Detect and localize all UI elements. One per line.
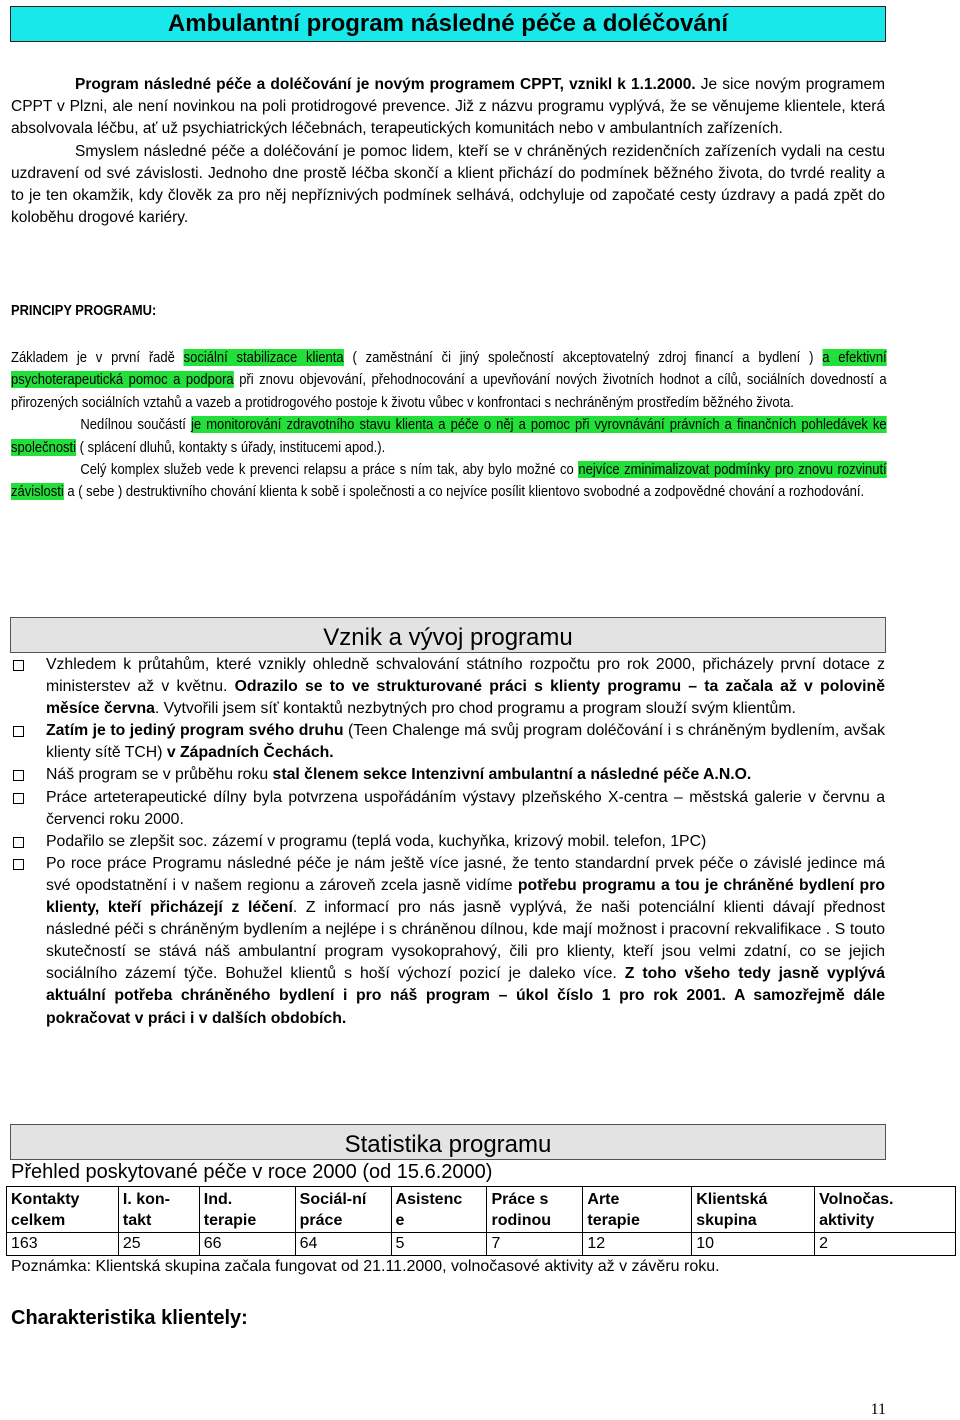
table-header-cell — [692, 1187, 815, 1233]
header-line: Asistenc — [395, 1191, 463, 1208]
text-run: Podařilo se zlepšit soc. zázemí v programu (teplá voda, kuchyňka, krizový mobil. telefon, 1PC) — [46, 832, 707, 850]
header-line: Ind. — [203, 1191, 233, 1208]
text-run: (Teen Chalenge má svůj program doléčování i s chráněným bydlením, avšak klienty sítě TCH) — [46, 722, 886, 762]
header-line: terapie — [587, 1212, 640, 1229]
principles-heading: PRINCIPY PROGRAMU: — [11, 302, 157, 319]
statistics-subheading: Přehled poskytované péče v roce 2000 (od 15.6.2000) — [11, 1161, 493, 1183]
bold-text: potřebu programu a tou je chráněné bydlení pro klienty, kteří přicházejí z léčení — [46, 876, 885, 917]
list-item — [11, 831, 885, 853]
principles-paragraph-1 — [11, 347, 887, 414]
text-run: . Vytvořili jsem síť kontaktů nezbytných pro chod programu a program slouží svým klientům. — [154, 700, 796, 718]
table-header-cell — [391, 1187, 487, 1233]
list-item — [11, 764, 885, 786]
checkbox-bullet-icon — [13, 726, 24, 737]
table-cell: 66 — [199, 1233, 295, 1256]
intro-section — [11, 74, 885, 229]
header-line: skupina — [696, 1212, 757, 1229]
table-header-cell — [199, 1187, 295, 1233]
header-line: celkem — [11, 1212, 66, 1229]
bold-text: Z toho všeho tedy jasně vyplývá aktuální potřeba chráněného bydlení i pro náš program – úkol číslo 1 pro rok 2001. A samozřejmě dále pokračovat v práci i v dalších obdobích. — [46, 965, 885, 1027]
development-list — [11, 654, 885, 1030]
table-cell: 7 — [487, 1233, 583, 1256]
statistics-table — [6, 1186, 956, 1256]
table-cell: 10 — [692, 1233, 815, 1256]
bold-text: stal členem sekce Intenzivní ambulantní a následné péče A.N.O. — [272, 766, 752, 784]
table-cell: 25 — [118, 1233, 199, 1256]
page-number: 11 — [870, 1401, 886, 1418]
table-header-cell — [815, 1187, 956, 1233]
intro-text: Je sice novým programem CPPT v Plzni, ale není novinkou na poli protidrogové prevence. Již z názvu programu vyplývá, že se věnujeme klientele, která absolvovala léčbu, ať už psychiatrických léčebnách, terapeutických komunitách nebo v ambulantních zařízeních. — [11, 76, 885, 138]
table-row — [7, 1233, 956, 1256]
principles-paragraph-3 — [11, 459, 887, 504]
text-run: a ( sebe ) destruktivního chování klienta k sobě i společnosti a co nejvíce posílit klientovo svobodné a zodpovědné chování a rozhodování. — [63, 483, 865, 501]
header-line: Volnočas. — [819, 1191, 894, 1208]
bold-text: Zatím je to jediný program svého druhu — [46, 722, 344, 740]
bold-text: v Západních Čechách. — [166, 744, 334, 762]
table-cell: 2 — [815, 1233, 956, 1256]
text-run: při znovu objevování, přehodnocování a upevňování nových životních hodnot a cílů, sociálních dovedností a přirozených sociálních vztahů a vazeb a protidrogového postoje k životu vůbec v konfrontaci s nechráněným prostředím běžného života. — [11, 371, 887, 411]
header-line: aktivity — [819, 1212, 875, 1229]
table-cell: 5 — [391, 1233, 487, 1256]
text-run: Vzhledem k průtahům, které vznikly ohledně schvalování státního rozpočtu pro rok 2000, přicházely první dotace z ministerstev až v květnu. — [46, 656, 885, 696]
table-header-cell — [295, 1187, 391, 1233]
table-cell: 64 — [295, 1233, 391, 1256]
list-item — [11, 853, 885, 1030]
highlighted-text: nejvíce zminimalizovat podmínky pro znovu rozvinutí závislosti — [11, 461, 887, 501]
highlighted-text: a efektivní psychoterapeutická pomoc a podpora — [11, 349, 887, 389]
text-run: Práce arteterapeutické dílny byla potvrzena uspořádáním výstavy plzeňského X-centra – městská galerie v červnu a červenci roku 2000. — [46, 788, 885, 828]
list-item — [11, 787, 885, 831]
text-run: ( zaměstnání či jiný společností akceptovatelný zdroj financí a bydlení ) — [343, 349, 823, 366]
header-line: Práce s — [491, 1191, 549, 1208]
header-line: takt — [122, 1212, 152, 1229]
checkbox-bullet-icon — [13, 770, 24, 781]
checkbox-bullet-icon — [13, 793, 24, 804]
bold-text: Odrazilo se to ve strukturované práci s klienty programu – ta začala až v polovině měsíce června — [46, 678, 885, 718]
intro-paragraph-2: Smyslem následné péče a doléčování je pomoc lidem, kteří se v chráněných rezidenčních zařízeních vydali na cestu uzdravení od své závislosti. Jednoho dne prostě léčba skončí a klient přichází do podmínek běžného života, do tvrdé reality a to je ten okamžik, kdy člověk za pro něj nepříznivých podmínek selhává, odchyluje od započaté cesty úzdravy a padá zpět do koloběhu drogové kariéry. — [11, 142, 885, 227]
header-line: rodinou — [491, 1212, 552, 1229]
header-line: práce — [299, 1212, 343, 1229]
header-line: Arte — [587, 1191, 620, 1208]
intro-paragraph-1 — [11, 74, 885, 141]
text-run: . Z informací pro nás jasně vyplývá, že naši potenciální klienti dávají přednost následné péči s chráněným bydlením a nejlépe i s chráněnou dílnou, kde mají možnost i pracovní rekvalifikace . S touto skutečností se stává náš ambulantní program vysokoprahový, čili pro klienty, kteří jsou velmi zdatní, co se jejich sociálního zázemí týče. Bohužel klientů s hoší výchozí pozicí je daleko více. — [46, 899, 885, 983]
table-header-cell — [583, 1187, 692, 1233]
text-run: Po roce práce Programu následné péče je nám ještě více jasné, že tento standardní prvek péče o závislé jedince má své opodstatnění i v našem regionu a zároveň zcela jasně vidíme — [46, 854, 885, 894]
header-line: Kontakty — [11, 1191, 80, 1208]
header-line: e — [395, 1212, 405, 1229]
header-line: terapie — [203, 1212, 257, 1229]
section-heading-vznik: Vznik a vývoj programu — [10, 617, 886, 653]
table-cell: 163 — [7, 1233, 119, 1256]
principles-section — [11, 347, 887, 504]
table-header-row — [7, 1187, 956, 1233]
header-line: I. kon- — [122, 1191, 170, 1208]
checkbox-bullet-icon — [13, 859, 24, 870]
section-heading-statistika: Statistika programu — [10, 1124, 886, 1160]
page-title: Ambulantní program následné péče a doléčování — [10, 6, 886, 42]
table-header-cell — [487, 1187, 583, 1233]
highlighted-text: je monitorování zdravotního stavu klienta a péče o něj a pomoc při vyrovnávání právních a finančních pohledávek ke společnosti — [11, 416, 887, 456]
principles-paragraph-2 — [11, 414, 887, 459]
table-header-cell — [7, 1187, 119, 1233]
checkbox-bullet-icon — [13, 660, 24, 671]
header-line: Klientská — [696, 1191, 768, 1208]
header-line: Sociál-ní — [299, 1191, 367, 1208]
intro-bold-lead: Program následné péče a doléčování je novým programem CPPT, vznikl k 1.1.2000. — [75, 76, 696, 93]
text-run: Základem je v první řadě — [11, 349, 184, 366]
table-header-cell — [118, 1187, 199, 1233]
text-run: Celý komplex služeb vede k prevenci relapsu a práce s ním tak, aby bylo možné co — [80, 461, 579, 479]
list-item — [11, 720, 885, 764]
table-cell: 12 — [583, 1233, 692, 1256]
text-run: Náš program se v průběhu roku — [46, 766, 273, 784]
text-run: Nedílnou součástí — [80, 416, 191, 434]
list-item — [11, 654, 885, 720]
text-run: ( splácení dluhů, kontakty s úřady, institucemi apod.). — [76, 438, 386, 456]
client-characteristics-heading: Charakteristika klientely: — [11, 1307, 248, 1329]
table-note: Poznámka: Klientská skupina začala fungovat od 21.11.2000, volnočasové aktivity až v závěru roku. — [11, 1258, 720, 1275]
highlighted-text: sociální stabilizace klienta — [183, 349, 344, 366]
checkbox-bullet-icon — [13, 837, 24, 848]
